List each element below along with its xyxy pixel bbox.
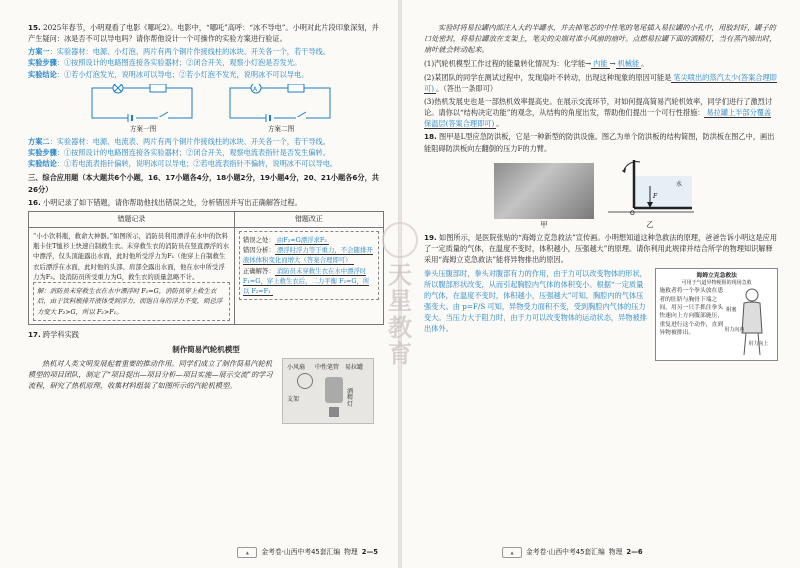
- q17-title: 制作简易汽轮机模型: [172, 344, 240, 354]
- q18: 18. 图甲是L型应急防洪板，它是一种新型的防洪设施。图乙为单个防洪板的结构简图，防洪板在图乙中，画出能阻碍防洪板向左翻倒的压力F的力臂。: [424, 132, 775, 153]
- watermark-logo-icon: [382, 222, 418, 258]
- q16-text: 小明记录了如下错题，请你帮助他找出错误之处，分析错因并写出正确解答过程。: [43, 197, 302, 207]
- q17-part1: (1)汽轮机模型工作过程的能量转化情况为：化学能→ 内能 → 机械能 。: [424, 59, 649, 69]
- barrier-diagram: [604, 156, 696, 216]
- q15-plan1: 方案一：实验器材：电源、小灯泡、两片有两个铜片作接线柱的冰块、开关各一个，若干导线。 实验步骤：①按照设计的电路图连接各实验器材；②闭合开关，观察小灯泡是否发光。 实验结论：①若小灯泡发光，说明冰可以导电；②若小灯泡不发光，说明冰不可以导电。: [28, 47, 330, 79]
- right-footer: ▲ 金考卷·山西中考45套汇编 物理 2—6: [502, 547, 643, 558]
- q16-head-record: 错题记录: [29, 211, 235, 227]
- fig-b-caption: 乙: [646, 219, 654, 229]
- q17-text: 跨学科实践: [43, 329, 79, 339]
- q17-part3: (3)热机发展史也是一部热机效率提高史。在展示交流环节，对如何提高简易汽轮机效率，同学们进行了激烈讨论。请你以“结构决定功能”的观念，从结构的角度出发，帮助他们提出一个可行性措施： 易拉罐上半部分覆盖保温层(答案合理即可) 。: [424, 96, 773, 129]
- q16-number: 16.: [28, 197, 41, 207]
- lamp-icon: [329, 407, 339, 417]
- circuit-2-caption: 方案二图: [267, 124, 295, 133]
- q15-number: 15.: [28, 23, 41, 32]
- heimlich-poster: 海姆立克急救法 可用于气道异物梗阻的现场急救 施救者将一个拳头放在患者的肚脐与胸骨下端之间，用另一只手抓住拳头快速向上方向腹部施压，重复进行这个动作，直到异物被排出。 阻塞 用力向内 用力向上: [655, 268, 778, 362]
- q16-record-text: “小小饮料瓶，救命大神器。”如图所示，消防员利用漂浮在水中的饮料瓶卡住T恤衫上快速自制救生衣。未穿救生衣的消防员在竖直漂浮的水中漂浮，仅头顶能露出水面，此时他所受浮力为F₁（他穿上自制救生衣后漂浮在水面，此时他的头部、肩部全露出水面，他在水中所受浮力为F₂。设消防员所受重力为G，救生衣的质量忽略不计。: [33, 231, 229, 281]
- circuit-diagram-2: [226, 84, 336, 134]
- watermark: 天星教育: [376, 222, 424, 368]
- fig-a-caption: 甲: [540, 219, 548, 229]
- circuit-2-svg: [226, 84, 336, 124]
- heimlich-figure: 阻塞 用力向内 用力向上: [728, 287, 772, 357]
- q15: [28, 22, 384, 44]
- fan-icon: [297, 373, 313, 389]
- section-3-heading: 三、综合应用题（本大题共6个小题，16、17小题各4分，18小题2分，19小题4分，20、21小题各6分，共26分）: [28, 173, 379, 194]
- q15-text: 2025年春节，小明观看了电影《哪吒2》。电影中，“哪吒”高呼：“冰不导电”。小明对此片段印象深刻，并产生疑问：冰是否不可以导电吗？请你帮他设计一个可操作的实验方案进行验证。: [28, 23, 379, 44]
- publisher-logo-icon-2: ▲: [502, 547, 522, 558]
- q17-part2: (2)某团队的同学在测试过程中，发现扇叶不转动，出现这种现象的原因可能是 笔尖喷出的蒸汽太少(答案合理即可) 。（答出一条即可）: [424, 72, 777, 93]
- svg-text:F: F: [653, 192, 658, 200]
- flood-barrier-photo: [494, 163, 594, 219]
- q16-solution: 解：消防员未穿救生衣在水中漂浮时 F₁=G，消防员穿上救生衣后，由于饮料瓶排开液体受到浮力，而饱自身的浮力不变，则总浮力变大 F₂>G，所以 F₂>F₁。: [33, 282, 230, 321]
- can-icon: [325, 377, 343, 403]
- q16-record-cell: [29, 227, 235, 324]
- q17-intro-cont: 实验时将易拉罐内部注入大约半罐水，并去掉笔芯的中性笔的笔尾插入易拉罐的小孔中，用胶封好，罐子的口处密封，将易拉罐放在支架上，笔尖的尖端对准小风扇的扇叶。点燃易拉罐下面的酒精灯，当有蒸汽喷出时，扇叶就会转动起来。: [424, 23, 777, 55]
- q16-error-table: [28, 211, 384, 325]
- left-footer: ▲ 金考卷·山西中考45套汇编 物理 2—5: [237, 547, 378, 558]
- turbine-model-image: 小风扇 中性笔管 易拉罐 支架 酒精灯: [282, 358, 374, 424]
- svg-text:O: O: [630, 209, 635, 216]
- left-page-number: 2—5: [361, 548, 378, 557]
- right-page: [402, 0, 800, 568]
- svg-text:A: A: [253, 85, 258, 93]
- circuit-1-svg: [88, 84, 198, 124]
- q17-body: 热机对人类文明发展起着重要的推动作用。同学们成立了制作简易汽轮机模型的项目团队，制定了“项目提出—项目分析—项目实施—展示交流”的学习流程，研究了热机原理，收集材料组装了如图所示的汽轮机模型。: [28, 358, 273, 390]
- q15-plan2: 方案二：实验器材：电源、电流表、两片有两个铜片作接线柱的冰块、开关各一个，若干导线。 实验步骤：①按照设计的电路图连接各实验器材；②闭合开关，观察电流表指针是否发生偏转。 实验结论：①若电流表指针偏转，说明冰可以导电；②若电流表指针不偏转，说明冰不可以导电。: [28, 137, 338, 169]
- right-page-number: 2—6: [626, 548, 643, 557]
- circuit-diagram-1: [88, 84, 198, 134]
- q18-figures: [494, 156, 778, 230]
- q16: [28, 197, 384, 208]
- q17: [28, 329, 384, 340]
- q15-circuit-diagrams: [88, 84, 384, 134]
- circuit-1-caption: 方案一图: [129, 124, 157, 133]
- q16-head-fix: 错题改正: [234, 211, 383, 227]
- q17-number: 17.: [28, 329, 41, 339]
- q19-answer: 拳头压腹部时，拳头对腹部有力的作用，由于力可以改变物体的形状，所以腹部形状改变，从而引起胸腔内气体的体积变小。根据“一定质量的气体，在温度不变时，体积越小，压强越大”可知，胸腔内的气体压强变大。由 p=F/S 可知，异物受力面积不变，受到胸腔内气体的压力变大。当压力大于阻力时，由于力可以改变物体的运动状态，异物被排出体外。: [424, 268, 647, 334]
- q16-fix-cell: 错误之处： 由F₂=G漂浮求F₂ 错因分析： 漂浮时浮力等于重力，不会随排开液体体积变化而增大（答案合理即可） 正确解答： 消防员未穿救生衣在水中漂浮时 F₁=G，穿上救生衣后，二力平衡 F₂=G，所以 F₂=F₁: [234, 227, 383, 324]
- svg-text:水: 水: [676, 180, 683, 188]
- q19: 19. 如图所示，是医院张贴的“海姆立克急救法”宣传画。小明想知道这种急救法的原理，爸爸告诉小明这是应用了一定质量的气体，在温度不变时，体积越小，压强越大”的原理。请你利用此规律并结合所学的物理知识解释采用“海姆立克急救法”能将异物排出的原因。: [424, 233, 778, 265]
- publisher-logo-icon: ▲: [237, 547, 257, 558]
- left-page: [0, 0, 398, 568]
